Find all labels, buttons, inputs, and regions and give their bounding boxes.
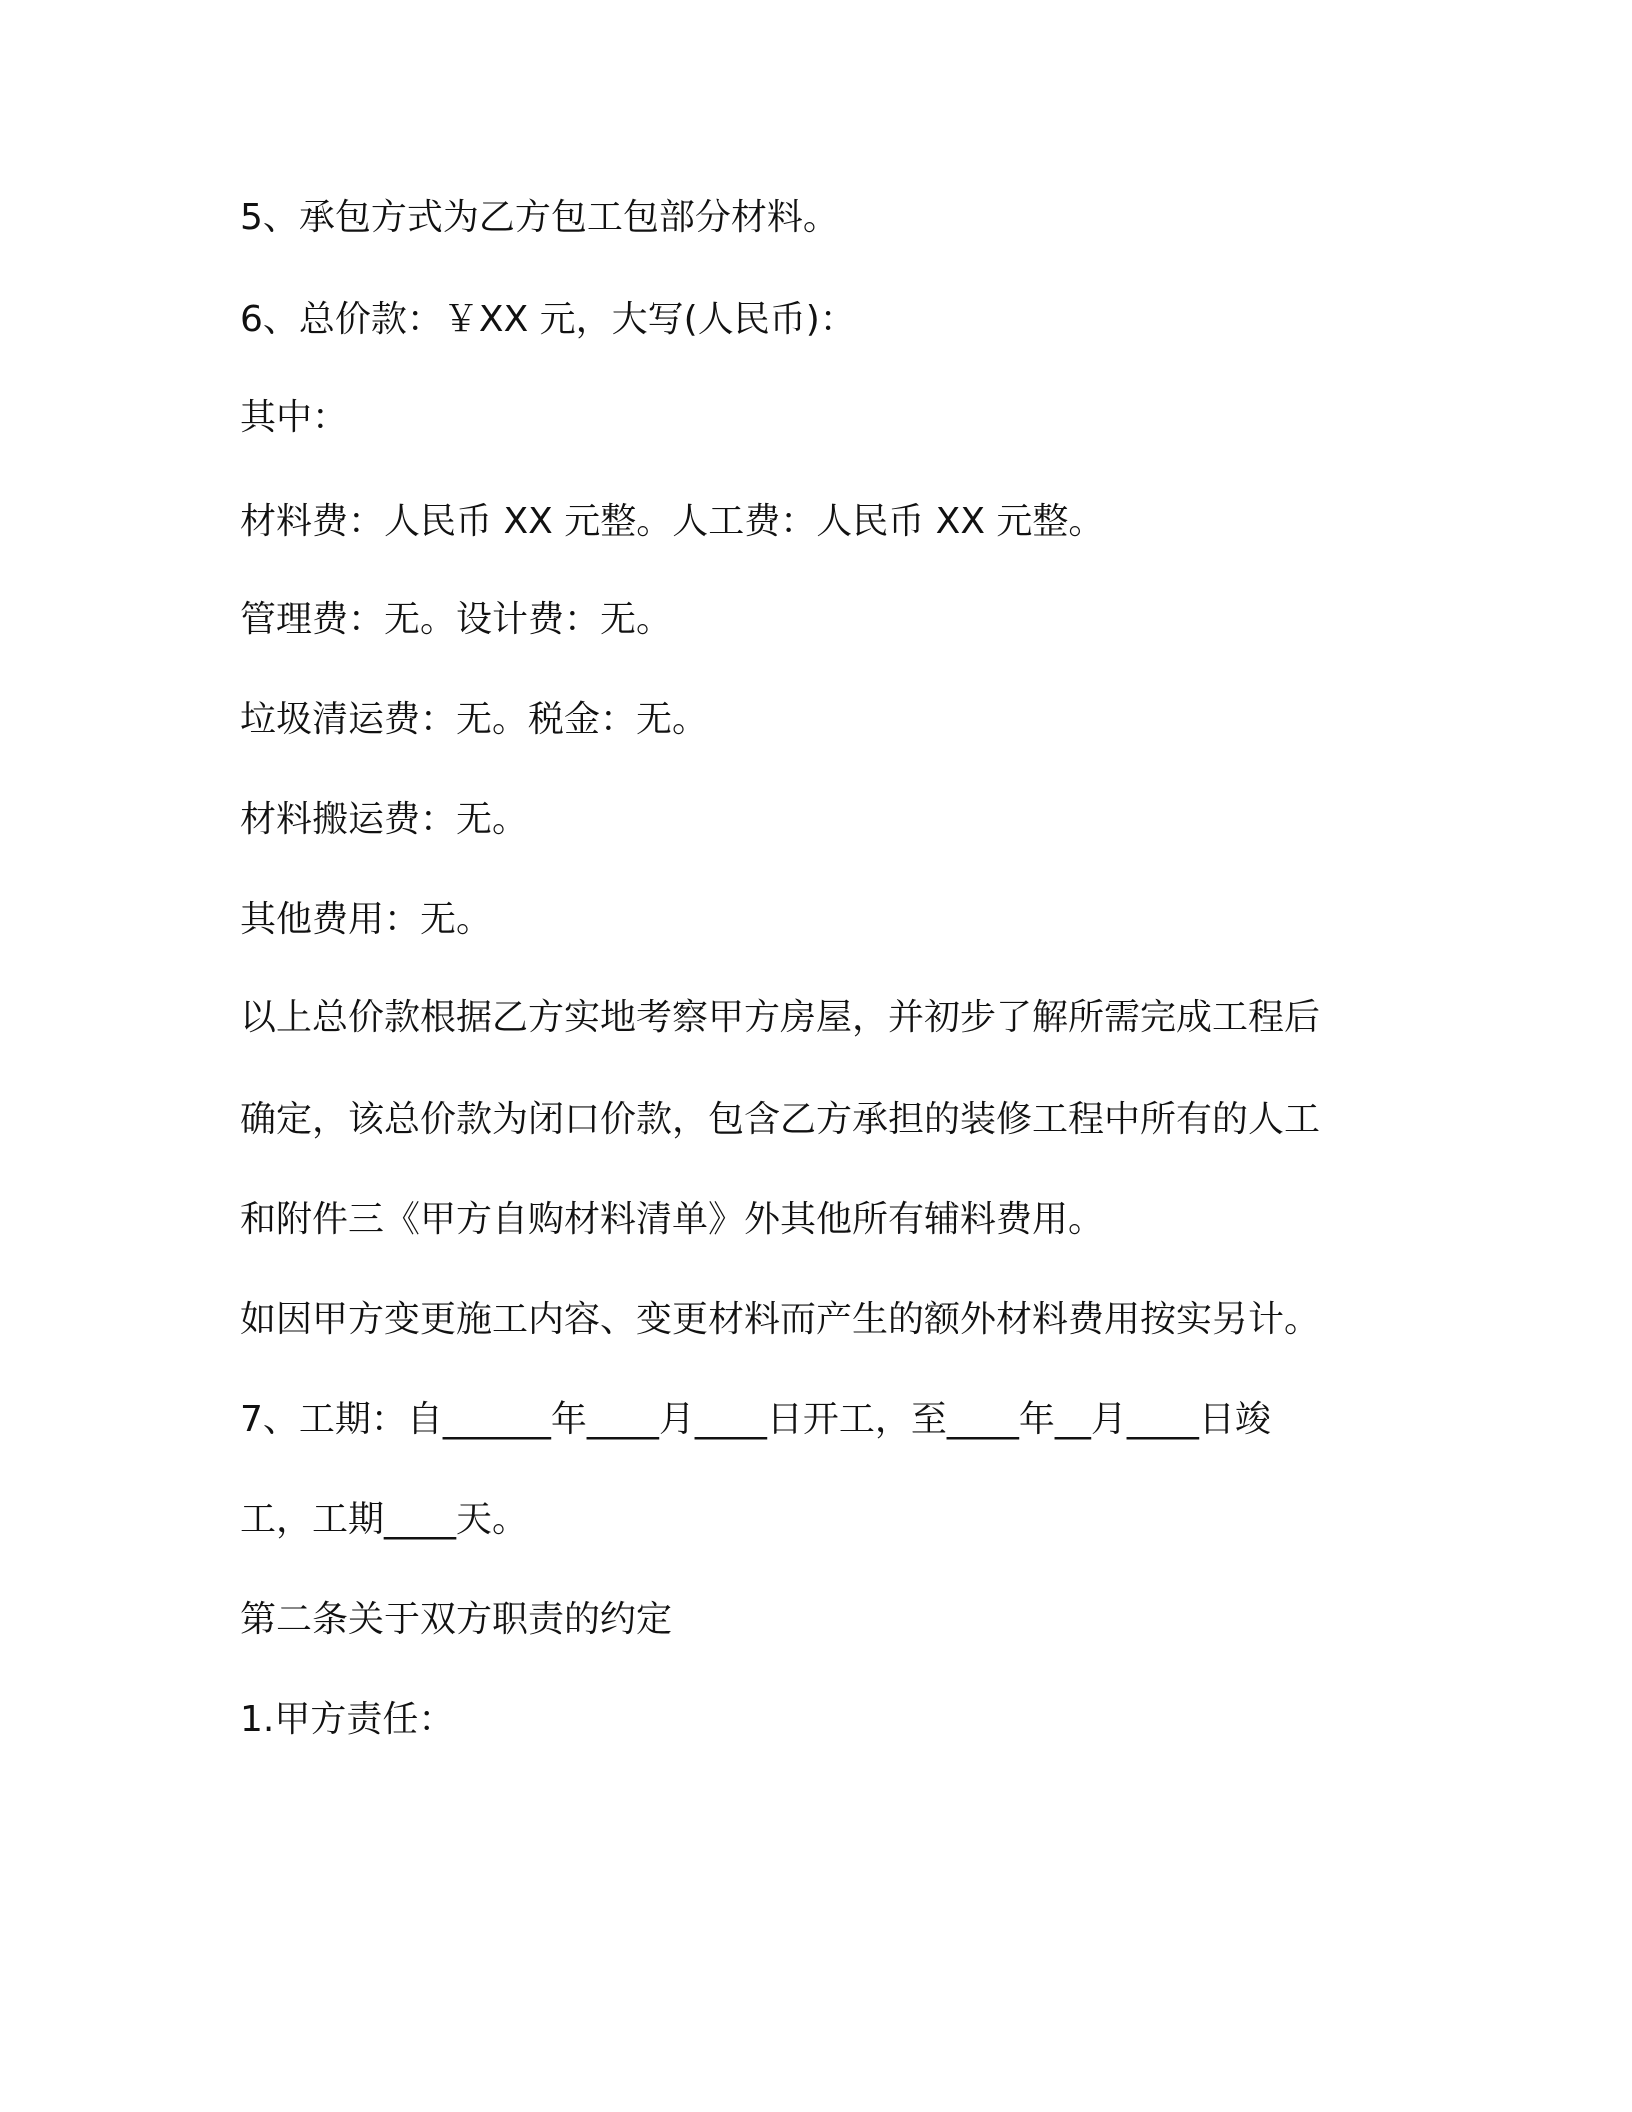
other-fees: 其他费用：无。 xyxy=(240,899,493,940)
price-explanation-line-2: 确定，该总价款为闭口价款，包含乙方承担的装修工程中所有的人工 xyxy=(240,1099,1321,1140)
price-explanation-line-1: 以上总价款根据乙方实地考察甲方房屋，并初步了解所需完成工程后 xyxy=(240,997,1321,1038)
extra-cost-note: 如因甲方变更施工内容、变更材料而产生的额外材料费用按实另计。 xyxy=(240,1299,1321,1340)
clause-5-contract-method: 5、承包方式为乙方包工包部分材料。 xyxy=(240,197,839,238)
management-design-fees: 管理费：无。设计费：无。 xyxy=(240,599,673,640)
clause-7-schedule-line-2: 工，工期____天。 xyxy=(240,1499,529,1540)
waste-tax-fees: 垃圾清运费：无。税金：无。 xyxy=(240,699,709,740)
price-explanation-line-3: 和附件三《甲方自购材料清单》外其他所有辅料费用。 xyxy=(240,1199,1105,1240)
article-2-heading: 第二条关于双方职责的约定 xyxy=(240,1599,673,1640)
clause-7-schedule-line-1: 7、工期：自______年____月____日开工，至____年__月____日竣 xyxy=(240,1399,1271,1440)
material-transport-fee: 材料搬运费：无。 xyxy=(240,799,529,840)
clause-6-total-price: 6、总价款：￥XX 元，大写(人民币)： xyxy=(240,299,856,340)
party-a-responsibility-heading: 1.甲方责任： xyxy=(240,1699,455,1740)
material-labor-fees: 材料费：人民币 XX 元整。人工费：人民币 XX 元整。 xyxy=(240,501,1105,542)
price-breakdown-heading: 其中： xyxy=(240,397,349,438)
